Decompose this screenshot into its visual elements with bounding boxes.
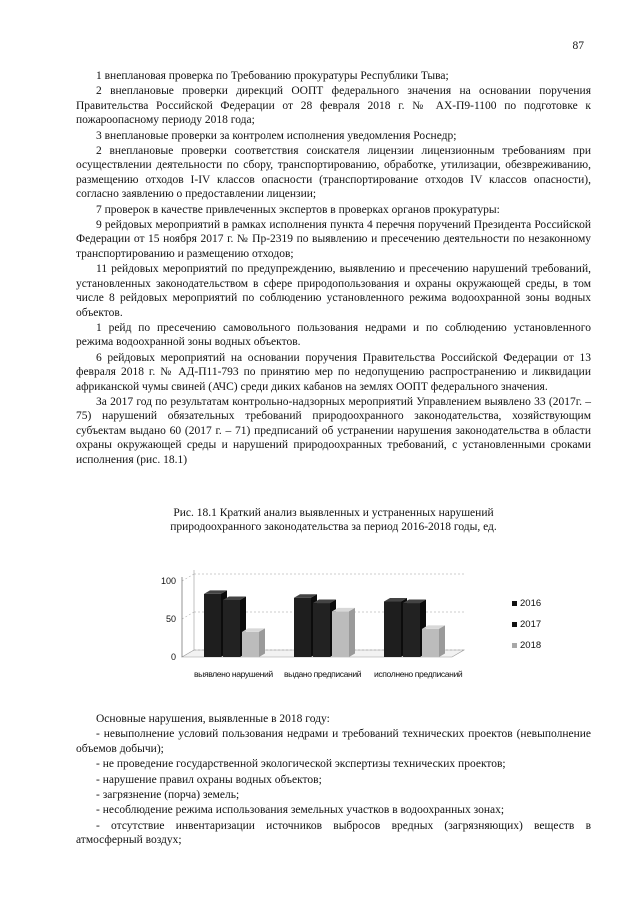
x-tick-label: выдано предписаний	[284, 669, 362, 679]
bar-2018	[242, 632, 259, 657]
paragraph: 3 внеплановые проверки за контролем исполнения уведомления Роснедр;	[96, 129, 457, 142]
list-item: - несоблюдение режима использования земельных участков в водоохранных зонах;	[96, 804, 505, 817]
legend-swatch	[512, 622, 517, 627]
list-intro: Основные нарушения, выявленные в 2018 году:	[96, 713, 330, 725]
bar-2016	[294, 598, 311, 657]
bar-side	[259, 628, 265, 657]
caption-line: Рис. 18.1 Краткий анализ выявленных и устраненных нарушений	[173, 507, 494, 519]
list-item: - невыполнение условий пользования недрами и требований технических проектов (невыполнение объемов добычи);	[76, 728, 591, 755]
paragraph: 2 внеплановые проверки соответствия соискателя лицензии лицензионным требованиям при осуществлении деятельности по сбору, транспортированию, обработке, утилизации, обезвреживанию, размещению отходов I-IV классов опасности (транспортирование отходов IV классов опасности), согласно заявлению о предоставлении лицензии;	[76, 145, 591, 201]
legend-swatch	[512, 601, 517, 606]
body-text	[76, 69, 591, 468]
bar-2018	[422, 629, 439, 657]
y-tick-label: 50	[165, 614, 176, 624]
bar-2017	[223, 600, 240, 657]
page-number: 87	[572, 40, 584, 52]
legend-swatch	[512, 643, 517, 648]
list-item: - нарушение правил охраны водных объектов;	[96, 773, 322, 786]
grid-diagonal	[182, 612, 194, 619]
paragraph: 11 рейдовых мероприятий по предупреждению, выявлению и пресечению нарушений требований, установленных законодательством в сфере природопользования и охраны окружающей среды, в том числе 8 рейдовых мероприятий по соблюдению установленного режима водоохранной зоны водных объектов.	[76, 263, 591, 319]
bar-2018	[332, 611, 349, 657]
figure-caption	[76, 506, 591, 535]
list-item: - загрязнение (порча) земель;	[96, 789, 240, 802]
bar-2017	[403, 603, 420, 657]
bar-2017	[313, 603, 330, 657]
bar-side	[349, 608, 355, 657]
x-tick-label: исполнено предписаний	[374, 669, 463, 679]
y-tick-label: 100	[160, 576, 176, 586]
paragraph: 1 рейд по пресечению самовольного пользования недрами и по соблюдению установленного режима водоохранной зоны водных объектов.	[76, 321, 591, 349]
bar-side	[439, 625, 445, 657]
paragraph: 9 рейдовых мероприятий в рамках исполнения пункта 4 перечня поручений Президента Российской Федерации от 15 ноября 2017 г. № Пр-2319 по выявлению и пресечению деятельности по незаконному транспортированию и размещению отходов;	[76, 219, 591, 260]
paragraph: 2 внеплановые проверки дирекций ООПТ федерального значения на основании поручения Правительства Российской Федерации от 28 февраля 2018 г. № АХ-П9-1100 по подготовке к пожароопасному периоду 2018 года;	[76, 85, 591, 127]
grid-diagonal	[182, 574, 194, 581]
bar-chart	[120, 548, 576, 694]
paragraph: 7 проверок в качестве привлеченных экспертов в проверках органов прокуратуры:	[96, 203, 500, 216]
legend-label: 2018	[520, 640, 542, 651]
violations-list	[76, 712, 591, 849]
chart-svg	[120, 548, 576, 694]
legend-label: 2016	[520, 598, 542, 609]
x-tick-label: выявлено нарушений	[194, 669, 273, 679]
bar-2016	[204, 594, 221, 657]
paragraph: 6 рейдовых мероприятий на основании поручения Правительства Российской Федерации от 13 февраля 2018 г. № АД-П11-793 по принятию мер по недопущению распространению и ликвидации африканской чумы свиней (АЧС) среди диких кабанов на землях ООПТ федерального значения.	[76, 351, 591, 393]
list-item: - не проведение государственной экологической экспертизы технических проектов;	[96, 758, 506, 771]
caption-line: природоохранного законодательства за период 2016-2018 годы, ед.	[170, 521, 497, 534]
list-item: - отсутствие инвентаризации источников выбросов вредных (загрязняющих) веществ в атмосферный воздух;	[76, 819, 591, 847]
paragraph: 1 внеплановая проверка по Требованию прокуратуры Республики Тыва;	[96, 70, 449, 82]
legend-label: 2017	[520, 619, 542, 630]
y-tick-label: 0	[170, 652, 176, 662]
bar-2016	[384, 602, 401, 657]
paragraph: За 2017 год по результатам контрольно-надзорных мероприятий Управлением выявлено 33 (2017г. – 75) нарушений обязательных требований природоохранного законодательства, хозяйствующим субъектам выдано 60 (2017 г. – 71) предписаний об устранении нарушения законодательства в области охраны окружающей среды и нарушений природоохранных требований, с установленными сроками исполнения (рис. 18.1)	[76, 395, 591, 466]
